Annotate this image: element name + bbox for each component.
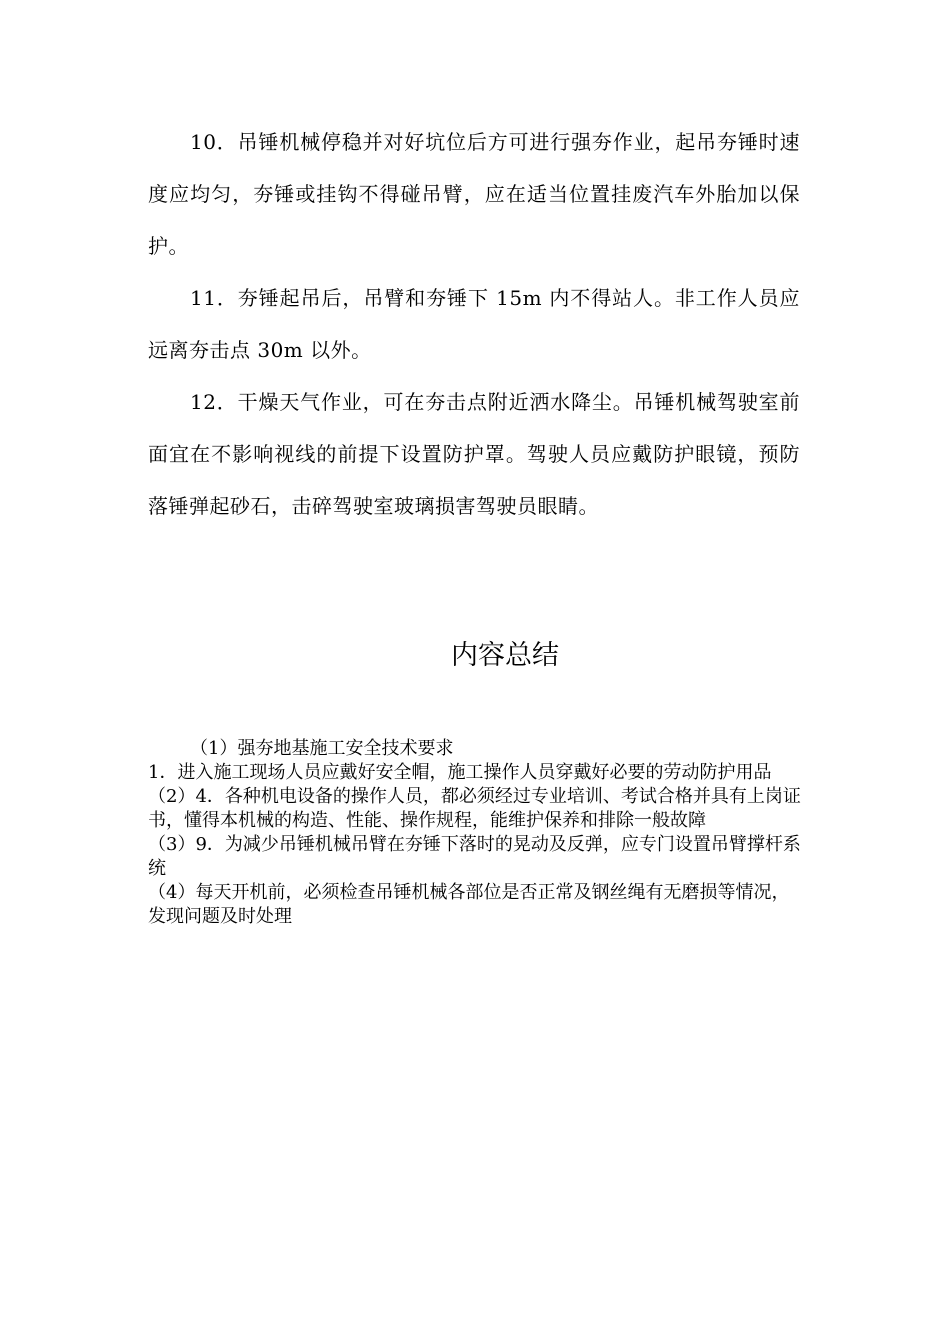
summary-item: （3）9．为减少吊锤机械吊臂在夯锤下落时的晃动及反弹，应专门设置吊臂撑杆系统	[148, 834, 801, 879]
summary-item: （2）4．各种机电设备的操作人员，都必须经过专业培训、考试合格并具有上岗证书，懂得本机械的构造、性能、操作规程，能维护保养和排除一般故障	[148, 786, 801, 831]
summary-heading: （1）强夯地基施工安全技术要求	[190, 738, 454, 759]
paragraph-10: 10．吊锤机械停稳并对好坑位后方可进行强夯作业，起吊夯锤时速度应均匀，夯锤或挂钩不得碰吊臂，应在适当位置挂废汽车外胎加以保护。	[148, 130, 800, 258]
paragraph-12: 12．干燥天气作业，可在夯击点附近洒水降尘。吊锤机械驾驶室前面宜在不影响视线的前提下设置防护罩。驾驶人员应戴防护眼镜，预防落锤弹起砂石，击碎驾驶室玻璃损害驾驶员眼睛。	[148, 390, 800, 518]
summary-section	[148, 737, 804, 929]
summary-item: 1．进入施工现场人员应戴好安全帽，施工操作人员穿戴好必要的劳动防护用品	[148, 762, 772, 783]
summary-item: （4）每天开机前，必须检查吊锤机械各部位是否正常及钢丝绳有无磨损等情况，发现问题及时处理	[148, 882, 790, 927]
document-body	[148, 116, 800, 532]
paragraph-11: 11．夯锤起吊后，吊臂和夯锤下 15m 内不得站人。非工作人员应远离夯击点 30m 以外。	[148, 286, 800, 362]
summary-title: 内容总结	[451, 640, 559, 671]
